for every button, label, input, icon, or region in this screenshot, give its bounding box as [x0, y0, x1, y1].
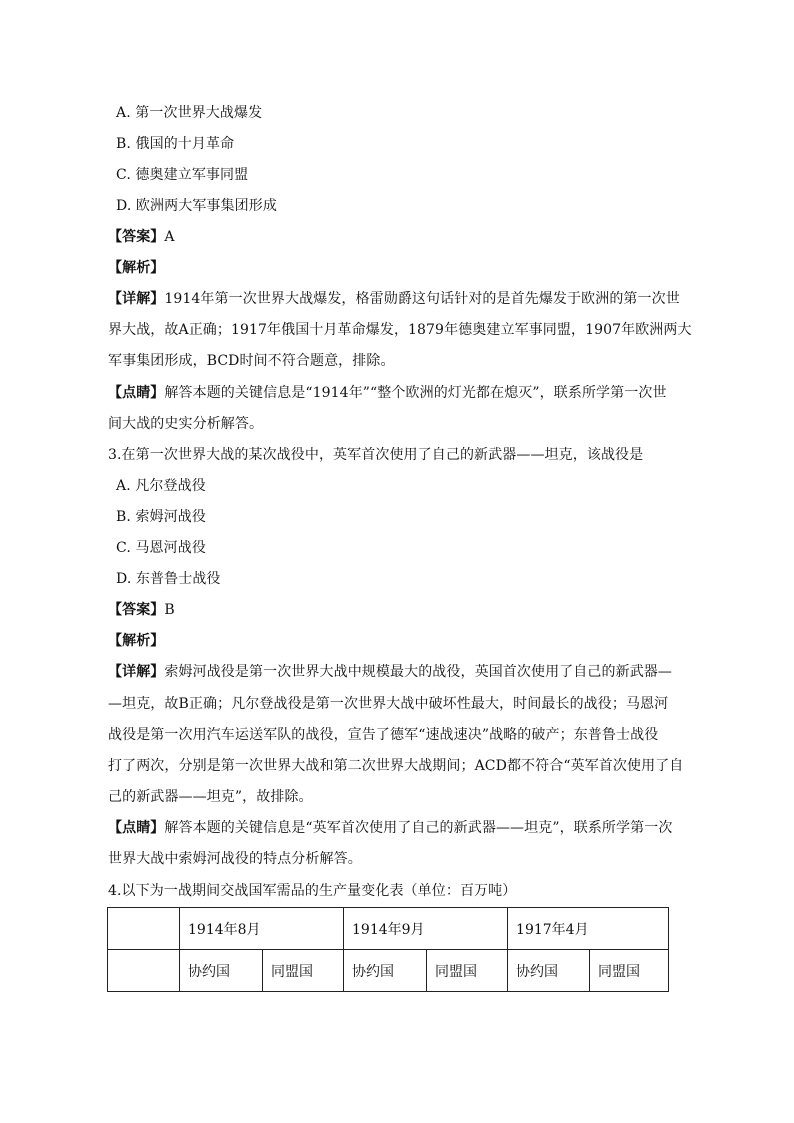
side-header: 协约国 — [180, 950, 263, 992]
detail-tag: 【详解】 — [108, 664, 165, 680]
q3-detail-line-5: 己的新武器——坦克”，故排除。 — [108, 789, 313, 805]
side-header: 协约国 — [508, 950, 590, 992]
answer-value: A — [164, 229, 175, 245]
q3-question: 3.在第一次世界大战的某次战役中，英军首次使用了自己的新武器——坦克，该战役是 — [108, 447, 644, 463]
q2-answer — [108, 228, 175, 246]
q3-detail-line-1: 【详解】索姆河战役是第一次世界大战中规模最大的战役，英国首次使用了自己的新武器— — [108, 664, 673, 680]
q3-comment-line-2: 世界大战中索姆河战役的特点分析解答。 — [108, 851, 362, 867]
period-header-2: 1914年9月 — [344, 908, 508, 950]
q3-option-b: B. 索姆河战役 — [116, 509, 206, 525]
table-empty-cell — [108, 950, 180, 992]
side-header: 同盟国 — [590, 950, 669, 992]
q2-option-c: C. 德奥建立军事同盟 — [116, 167, 249, 183]
q3-option-c: C. 马恩河战役 — [116, 540, 206, 556]
detail-tag: 【详解】 — [108, 291, 165, 307]
q2-detail-line-1: 【详解】1914年第一次世界大战爆发，格雷勋爵这句话针对的是首先爆发于欧洲的第一次世 — [108, 291, 680, 307]
side-header: 同盟国 — [427, 950, 508, 992]
table-corner-cell — [108, 908, 180, 950]
answer-tag: 【答案】 — [108, 229, 165, 245]
answer-value: B — [164, 602, 175, 618]
side-header: 同盟国 — [263, 950, 344, 992]
q2-option-b: B. 俄国的十月革命 — [116, 136, 235, 152]
q4-question: 4.以下为一战期间交战国军需品的生产量变化表（单位：百万吨） — [108, 883, 517, 899]
comment-tag: 【点睛】 — [108, 820, 165, 836]
q2-detail-line-3: 军事集团形成，BCD时间不符合题意，排除。 — [108, 353, 395, 369]
q3-detail-line-2: —坦克，故B正确；凡尔登战役是第一次世界大战中破坏性最大，时间最长的战役；马恩河 — [108, 696, 669, 712]
q2-option-a: A. 第一次世界大战爆发 — [116, 105, 263, 121]
q3-detail-line-3: 战役是第一次用汽车运送军队的战役，宣告了德军“速战速决”战略的破产；东普鲁士战役 — [108, 727, 659, 743]
q2-analysis-tag: 【解析】 — [108, 260, 165, 276]
table-row — [108, 908, 669, 950]
q3-option-a: A. 凡尔登战役 — [116, 478, 206, 494]
side-header: 协约国 — [344, 950, 427, 992]
q3-option-d: D. 东普鲁士战役 — [116, 571, 221, 587]
q3-analysis-tag: 【解析】 — [108, 633, 165, 649]
q2-option-d: D. 欧洲两大军事集团形成 — [116, 198, 277, 214]
production-table — [107, 907, 669, 992]
table-row — [108, 950, 669, 992]
answer-tag: 【答案】 — [108, 602, 165, 618]
q3-comment-line-1: 【点睛】解答本题的关键信息是“英军首次使用了自己的新武器——坦克”，联系所学第一次 — [108, 820, 673, 836]
q3-answer — [108, 601, 175, 619]
q2-detail-line-2: 界大战，故A正确；1917年俄国十月革命爆发，1879年德奥建立军事同盟，1907年欧洲两大 — [108, 322, 692, 338]
period-header-1: 1914年8月 — [180, 908, 344, 950]
comment-tag: 【点睛】 — [108, 385, 165, 401]
q2-comment-line-2: 间大战的史实分析解答。 — [108, 416, 264, 432]
period-header-3: 1917年4月 — [508, 908, 669, 950]
q2-comment-line-1: 【点睛】解答本题的关键信息是“1914年”“整个欧洲的灯光都在熄灭”，联系所学第一次世 — [108, 385, 667, 401]
q3-detail-line-4: 打了两次，分别是第一次世界大战和第二次世界大战期间；ACD都不符合“英军首次使用了自 — [108, 758, 684, 774]
